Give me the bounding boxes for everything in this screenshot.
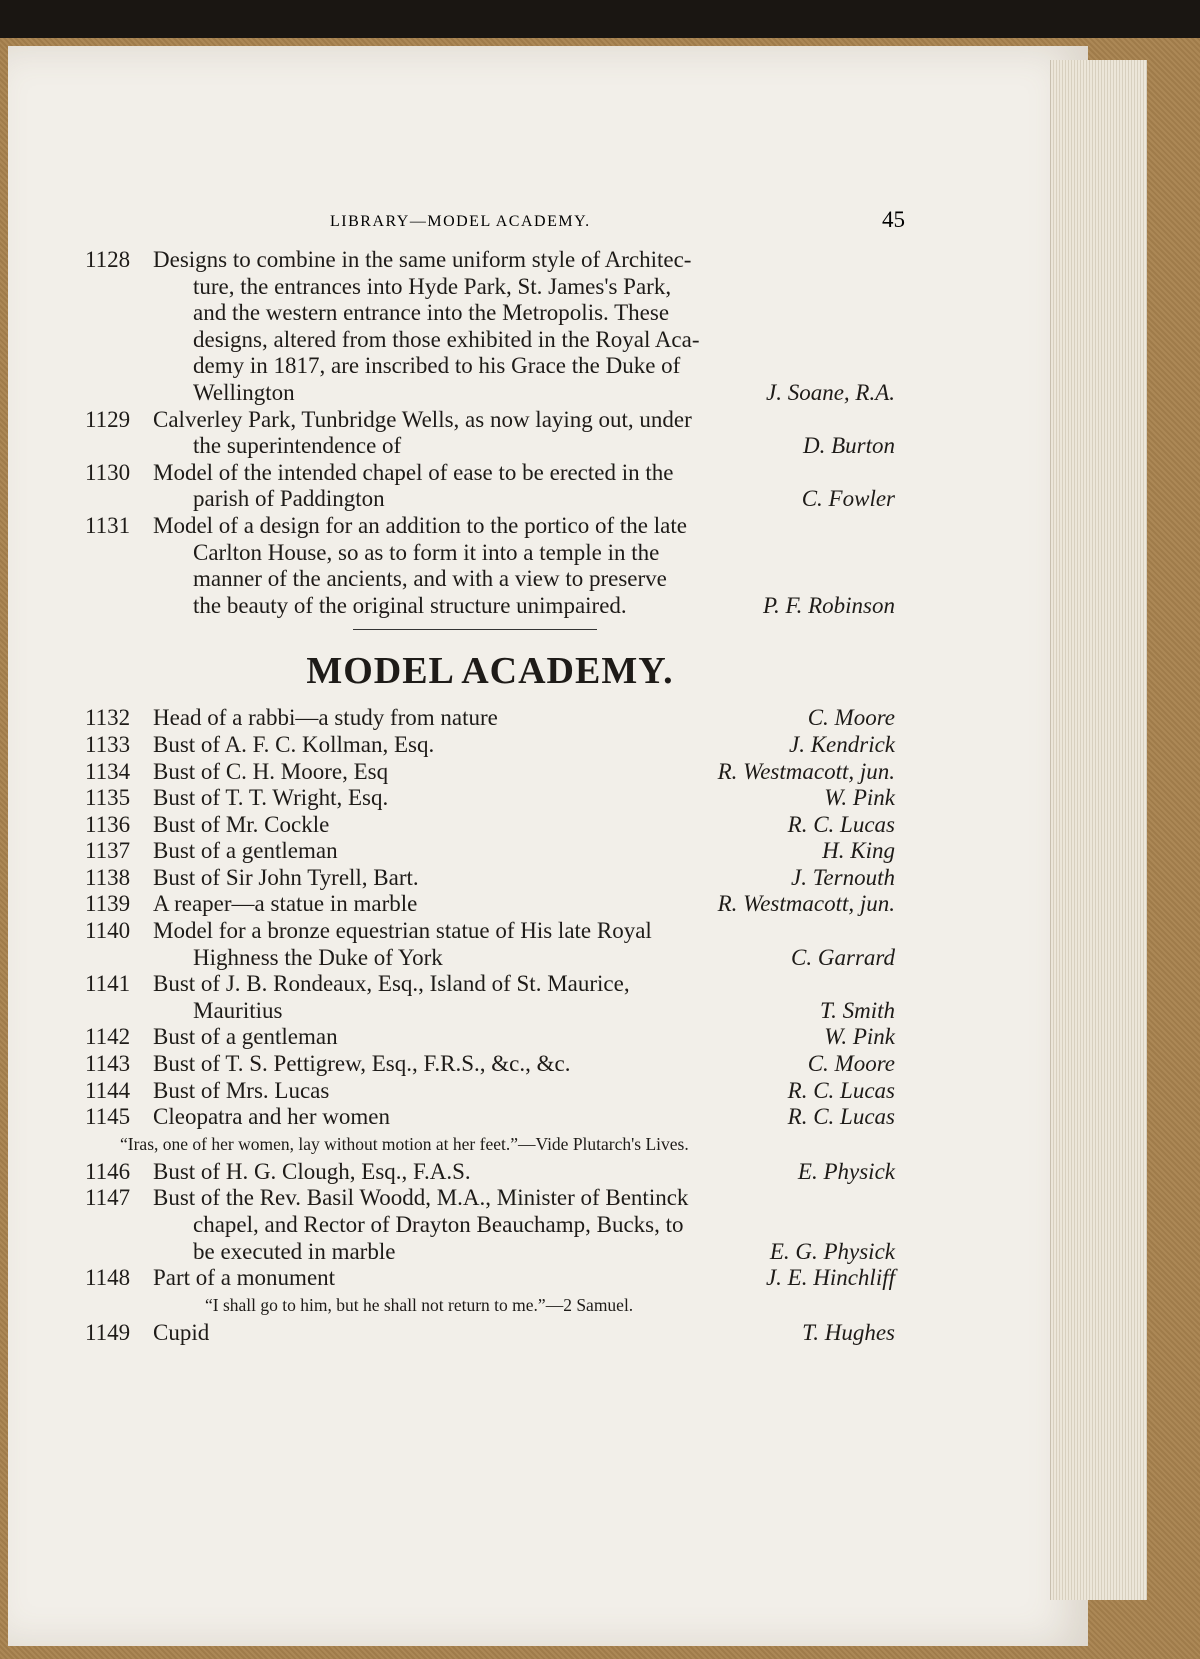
entry-continuation: ture, the entrances into Hyde Park, St. James's Park, (193, 273, 672, 299)
entry-title: Part of a monument (153, 1265, 336, 1291)
entry-quote-text: “Iras, one of her women, lay without motion at her feet.”—Vide Plutarch's Lives. (120, 1133, 689, 1154)
entry-artist: R. C. Lucas (787, 811, 895, 837)
entry-continuation: Mauritius (193, 997, 283, 1023)
entry-artist: C. Moore (807, 705, 895, 731)
entry-number: 1131 (85, 512, 131, 538)
entry-title: Bust of T. T. Wright, Esq. (153, 785, 389, 811)
entry-line (85, 566, 895, 593)
entry-title: Model of a design for an addition to the portico of the late (153, 512, 687, 538)
page-number: 45 (882, 207, 905, 232)
entry-artist: R. C. Lucas (787, 1077, 895, 1103)
entry-quote (85, 1131, 895, 1159)
entry-title: Bust of a gentleman (153, 838, 338, 864)
entry-title: Calverley Park, Tunbridge Wells, as now laying out, under (153, 406, 692, 432)
entry-artist: R. Westmacott, jun. (717, 891, 895, 917)
entry-title: Bust of J. B. Rondeaux, Esq., Island of St. Maurice, (153, 971, 630, 997)
catalogue-entry (85, 513, 895, 619)
entry-title: Bust of A. F. C. Kollman, Esq. (153, 731, 435, 757)
entry-number: 1143 (85, 1051, 131, 1077)
entry-line (85, 1104, 895, 1131)
entry-continuation: chapel, and Rector of Drayton Beauchamp, Bucks, to (193, 1212, 684, 1237)
entry-line (85, 759, 895, 786)
entry-artist: T. Smith (820, 997, 895, 1023)
entry-artist: E. G. Physick (769, 1238, 895, 1264)
entry-number: 1133 (85, 731, 131, 757)
entry-line (85, 732, 895, 759)
catalogue-entry (85, 1024, 895, 1051)
entry-title: Head of a rabbi—a study from nature (153, 705, 498, 731)
catalogue-entry (85, 407, 895, 460)
catalogue-entry (85, 891, 895, 918)
entry-line (85, 1159, 895, 1186)
entry-artist: J. E. Hinchliff (765, 1265, 895, 1291)
section-rule (85, 619, 895, 635)
entry-title: Bust of C. H. Moore, Esq (153, 758, 389, 784)
entry-line (85, 353, 895, 380)
catalogue-entry (85, 1185, 895, 1265)
entry-line (85, 945, 895, 972)
entry-line (85, 1024, 895, 1051)
entry-continuation: be executed in marble (193, 1238, 396, 1264)
entry-line (85, 540, 895, 567)
catalogue-entry (85, 1265, 895, 1320)
entry-title: Bust of T. S. Pettigrew, Esq., F.R.S., &c., &c. (153, 1051, 571, 1077)
entry-line (85, 380, 895, 407)
entry-line (85, 513, 895, 540)
entry-artist: J. Kendrick (788, 731, 895, 757)
running-head-title: LIBRARY—MODEL ACADEMY. (330, 213, 591, 230)
entry-artist: P. F. Robinson (762, 592, 895, 618)
catalogue-entry (85, 838, 895, 865)
entry-artist: J. Ternouth (791, 864, 895, 890)
entry-line (85, 812, 895, 839)
entry-number: 1137 (85, 838, 131, 864)
entry-number: 1139 (85, 891, 131, 917)
catalogue-entry (85, 812, 895, 839)
entry-continuation: demy in 1817, are inscribed to his Grace the Duke of (193, 353, 681, 379)
running-header (60, 207, 905, 237)
catalogue-entry (85, 971, 895, 1024)
catalogue-entry (85, 1104, 895, 1159)
entry-title: Cleopatra and her women (153, 1104, 390, 1130)
entry-artist: T. Hughes (802, 1319, 895, 1345)
entry-title: Bust of H. G. Clough, Esq., F.A.S. (153, 1158, 471, 1184)
entry-line (85, 486, 895, 513)
entry-artist: W. Pink (824, 785, 895, 811)
entry-line (85, 593, 895, 620)
entry-line (85, 838, 895, 865)
entry-number: 1149 (85, 1319, 131, 1345)
entry-line (85, 274, 895, 301)
entry-title: Bust of Sir John Tyrell, Bart. (153, 864, 419, 890)
entry-continuation: Highness the Duke of York (193, 944, 443, 970)
entry-line (85, 865, 895, 892)
entry-title: Designs to combine in the same uniform style of Architec- (153, 247, 692, 272)
entry-number: 1144 (85, 1077, 131, 1103)
entry-line (85, 891, 895, 918)
entry-title: Model for a bronze equestrian statue of His late Royal (153, 918, 652, 944)
entry-number: 1146 (85, 1158, 131, 1184)
entry-title: Model of the intended chapel of ease to be erected in the (153, 459, 674, 485)
catalogue-entry (85, 759, 895, 786)
entry-artist: J. Soane, R.A. (765, 379, 895, 405)
page-fore-edge (1050, 60, 1147, 1600)
entry-line (85, 918, 895, 945)
catalogue-entry (85, 460, 895, 513)
entry-number: 1141 (85, 971, 131, 997)
entry-artist: R. C. Lucas (787, 1104, 895, 1130)
entry-line (85, 247, 895, 274)
entry-line (85, 1078, 895, 1105)
entry-line (85, 1212, 895, 1239)
entry-line (85, 407, 895, 434)
entry-line (85, 1320, 895, 1347)
entry-continuation: and the western entrance into the Metropolis. These (193, 300, 670, 326)
entry-artist: C. Moore (807, 1051, 895, 1077)
entry-number: 1128 (85, 247, 131, 272)
entry-title: A reaper—a statue in marble (153, 891, 418, 917)
catalogue-entry (85, 1078, 895, 1105)
catalogue-entry (85, 865, 895, 892)
entry-line (85, 1239, 895, 1266)
entry-continuation: the superintendence of (193, 433, 402, 459)
entry-number: 1138 (85, 864, 131, 890)
entry-line (85, 998, 895, 1025)
catalogue-entry (85, 247, 895, 407)
entry-continuation: Wellington (193, 379, 295, 405)
entry-line (85, 433, 895, 460)
entry-artist: D. Burton (803, 433, 895, 459)
entry-artist: R. Westmacott, jun. (717, 758, 895, 784)
entry-title: Bust of Mr. Cockle (153, 811, 330, 837)
entry-number: 1147 (85, 1185, 131, 1211)
entry-line (85, 1185, 895, 1212)
entry-quote (85, 1292, 895, 1320)
entry-number: 1142 (85, 1024, 131, 1050)
catalogue-entry (85, 785, 895, 812)
entry-line (85, 971, 895, 998)
entry-artist: W. Pink (824, 1024, 895, 1050)
catalogue-entry (85, 1051, 895, 1078)
entry-continuation: the beauty of the original structure unimpaired. (193, 592, 627, 618)
entry-line (85, 460, 895, 487)
model-academy-section (85, 705, 895, 1346)
entry-artist: H. King (822, 838, 895, 864)
catalogue-entry (85, 732, 895, 759)
entry-artist: E. Physick (797, 1158, 895, 1184)
catalogue-entry (85, 1320, 895, 1347)
entry-number: 1129 (85, 406, 131, 432)
entry-continuation: manner of the ancients, and with a view to preserve (193, 566, 667, 592)
entry-line (85, 785, 895, 812)
entry-number: 1132 (85, 705, 131, 731)
entry-title: Cupid (153, 1319, 210, 1345)
entry-artist: C. Fowler (801, 486, 895, 512)
entry-number: 1135 (85, 785, 131, 811)
entry-number: 1136 (85, 811, 131, 837)
entry-quote-text: “I shall go to him, but he shall not return to me.”—2 Samuel. (205, 1294, 634, 1315)
catalogue-entry (85, 1159, 895, 1186)
entry-line (85, 1265, 895, 1292)
section-heading: MODEL ACADEMY. (306, 650, 674, 693)
entry-line (85, 300, 895, 327)
entry-continuation: Carlton House, so as to form it into a temple in the (193, 539, 660, 565)
entry-artist: C. Garrard (791, 944, 895, 970)
catalogue-entry (85, 705, 895, 732)
entry-title: Bust of Mrs. Lucas (153, 1077, 330, 1103)
entry-line (85, 327, 895, 354)
entry-number: 1145 (85, 1104, 131, 1130)
library-section (85, 247, 895, 619)
entry-title: Bust of the Rev. Basil Woodd, M.A., Minister of Bentinck (153, 1185, 689, 1211)
catalogue-entry (85, 918, 895, 971)
entry-number: 1140 (85, 918, 131, 944)
entry-title: Bust of a gentleman (153, 1024, 338, 1050)
entry-line (85, 705, 895, 732)
entry-continuation: parish of Paddington (193, 486, 385, 512)
page-body (85, 247, 895, 1346)
entry-number: 1130 (85, 459, 131, 485)
entry-number: 1148 (85, 1265, 131, 1291)
entry-number: 1134 (85, 758, 131, 784)
entry-line (85, 1051, 895, 1078)
entry-continuation: designs, altered from those exhibited in the Royal Aca- (193, 326, 700, 352)
